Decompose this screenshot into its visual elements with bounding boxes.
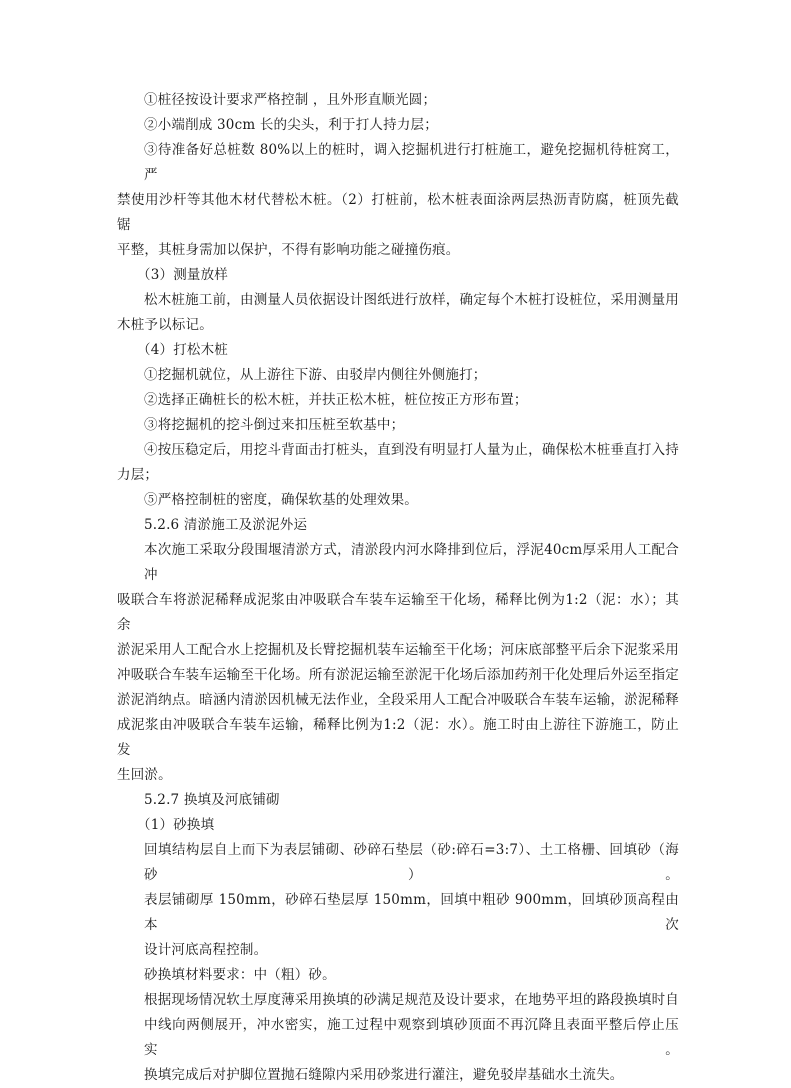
text-line: ③待准备好总桩数 80%以上的桩时，调入挖掘机进行打桩施工，避免挖掘机待桩窝工，严 — [144, 142, 679, 183]
text-line: 松木桩施工前，由测量人员依据设计图纸进行放样，确定每个木桩打设桩位，采用测量用 — [144, 292, 679, 308]
text-line: 吸联合车将淤泥稀释成泥浆由冲吸联合车装车运输至干化场，稀释比例为1:2（泥：水）；其余 — [117, 592, 679, 633]
text-line: ④按压稳定后，用挖斗背面击打桩头，直到没有明显打人量为止，确保松木桩垂直打入持 — [144, 442, 679, 458]
text-line: ①桩径按设计要求严格控制 ，且外形直顺光圆； — [144, 92, 437, 108]
text-line: 平整，其桩身需加以保护，不得有影响功能之碰撞伤痕。 — [117, 242, 460, 258]
text-line: ②选择正确桩长的松木桩，并扶正松木桩，桩位按正方形布置； — [144, 392, 528, 408]
text-line: 根据现场情况软土厚度薄采用换填的砂满足规范及设计要求，在地势平坦的路段换填时自 — [144, 992, 679, 1008]
text-line: 回填结构层自上而下为表层铺砌、砂碎石垫层（砂:碎石=3:7）、土工格栅、回填砂（海砂）。 — [144, 842, 679, 883]
text-line: 换填完成后对护脚位置抛石缝隙内采用砂浆进行灌注，避免驳岸基础水土流失。 — [144, 1067, 624, 1083]
section-heading: （1）砂换填 — [137, 817, 215, 833]
section-heading: 5.2.7 换填及河底铺砌 — [144, 792, 280, 808]
text-line: 淤泥采用人工配合水上挖掘机及长臂挖掘机装车运输至干化场；河床底部整平后余下泥浆采用 — [117, 642, 679, 658]
text-line: 成泥浆由冲吸联合车装车运输，稀释比例为1:2（泥：水）。施工时由上游往下游施工，防止发 — [117, 717, 679, 758]
text-line: ③将挖掘机的挖斗倒过来扣压桩至软基中； — [144, 417, 405, 433]
text-line: 生回淤。 — [117, 767, 172, 783]
text-line: 禁使用沙杆等其他木材代替松木桩。（2）打桩前，松木桩表面涂两层热沥青防腐，桩顶先截锯 — [117, 192, 679, 233]
text-line: ⑤严格控制桩的密度，确保软基的处理效果。 — [144, 492, 418, 508]
text-line: ①挖掘机就位，从上游往下游、由驳岸内侧往外侧施打； — [144, 367, 487, 383]
section-heading: 5.2.6 清淤施工及淤泥外运 — [144, 517, 308, 533]
text-line: 淤泥消纳点。暗涵内清淤因机械无法作业，全段采用人工配合冲吸联合车装车运输，淤泥稀释 — [117, 692, 679, 708]
text-line: 中线向两侧展开，冲水密实，施工过程中观察到填砂顶面不再沉降且表面平整后停止压实。 — [144, 1017, 679, 1058]
section-heading: （4）打松木桩 — [137, 342, 228, 358]
text-line: 砂换填材料要求：中（粗）砂。 — [144, 967, 336, 983]
section-heading: （3）测量放样 — [137, 267, 228, 283]
text-line: 冲吸联合车装车运输至干化场。所有淤泥运输至淤泥干化场后添加药剂干化处理后外运至指定 — [117, 667, 679, 683]
text-line: 本次施工采取分段围堰清淤方式，清淤段内河水降排到位后，浮泥40cm厚采用人工配合冲 — [144, 542, 679, 583]
text-line: 力层； — [117, 467, 159, 483]
text-line: ②小端削成 30cm 长的尖头，利于打人持力层； — [144, 117, 438, 133]
text-line: 设计河底高程控制。 — [144, 942, 268, 958]
document-page — [117, 88, 679, 1088]
text-line: 木桩予以标记。 — [117, 317, 213, 333]
text-line: 表层铺砌厚 150mm，砂碎石垫层厚 150mm，回填中粗砂 900mm，回填砂顶高程由本次 — [144, 892, 679, 933]
